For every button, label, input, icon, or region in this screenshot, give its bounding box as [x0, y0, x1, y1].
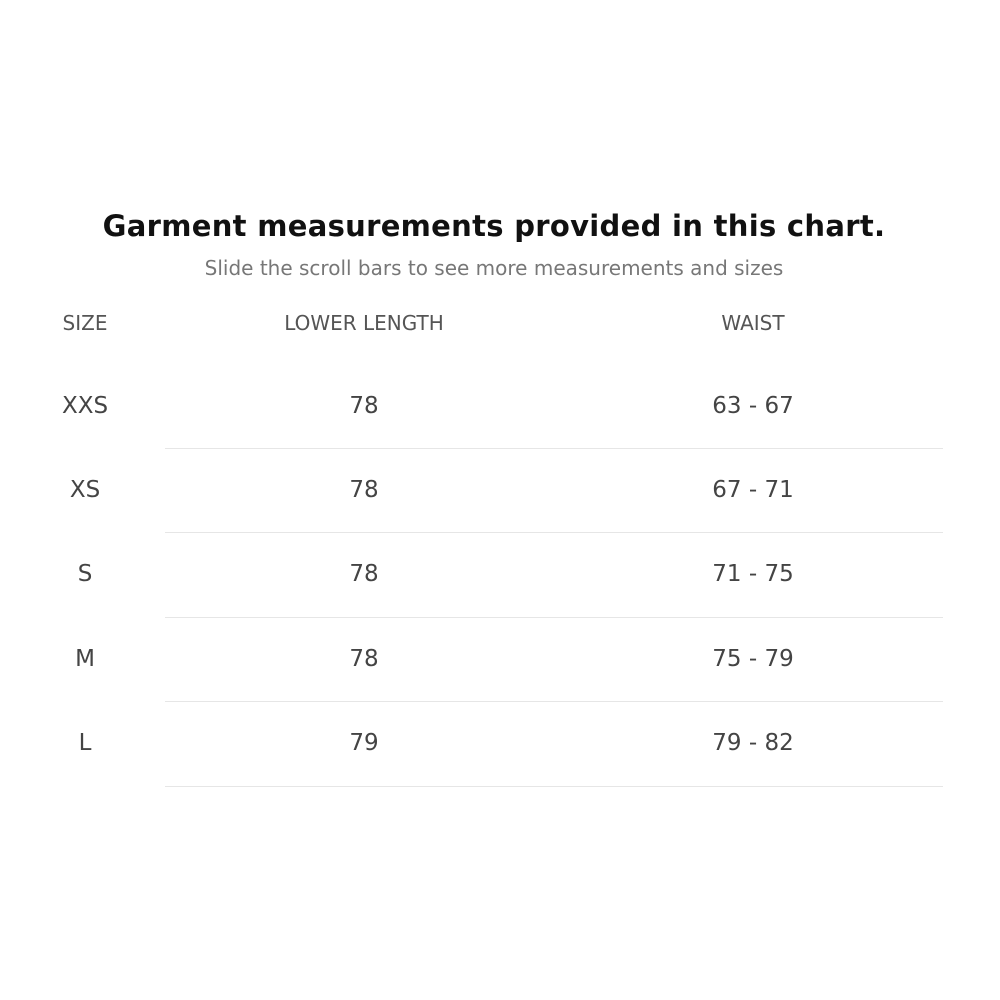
chart-title: Garment measurements provided in this chart. — [102, 209, 886, 243]
chart-subtitle: Slide the scroll bars to see more measurements and sizes — [204, 256, 784, 280]
waist-cell: 75 - 79 — [712, 646, 794, 672]
row-divider — [165, 786, 943, 787]
header-size: SIZE — [62, 311, 108, 335]
table-row — [0, 730, 1000, 814]
lower-length-cell: 78 — [349, 646, 379, 672]
table-row — [0, 393, 1000, 477]
size-cell: L — [78, 730, 92, 756]
table-row — [0, 477, 1000, 561]
row-divider — [165, 448, 943, 449]
row-divider — [165, 701, 943, 702]
header-lower-length: LOWER LENGTH — [284, 311, 444, 335]
lower-length-cell: 79 — [349, 730, 379, 756]
lower-length-cell: 78 — [349, 561, 379, 587]
lower-length-cell: 78 — [349, 477, 379, 503]
size-cell: XS — [69, 477, 101, 503]
size-cell: M — [75, 646, 95, 672]
size-cell: XXS — [61, 393, 109, 419]
row-divider — [165, 532, 943, 533]
waist-cell: 67 - 71 — [712, 477, 794, 503]
table-row — [0, 646, 1000, 730]
row-divider — [165, 617, 943, 618]
waist-cell: 71 - 75 — [712, 561, 794, 587]
table-row — [0, 561, 1000, 645]
lower-length-cell: 78 — [349, 393, 379, 419]
waist-cell: 79 - 82 — [712, 730, 794, 756]
waist-cell: 63 - 67 — [712, 393, 794, 419]
header-waist: WAIST — [721, 311, 785, 335]
size-cell: S — [77, 561, 93, 587]
